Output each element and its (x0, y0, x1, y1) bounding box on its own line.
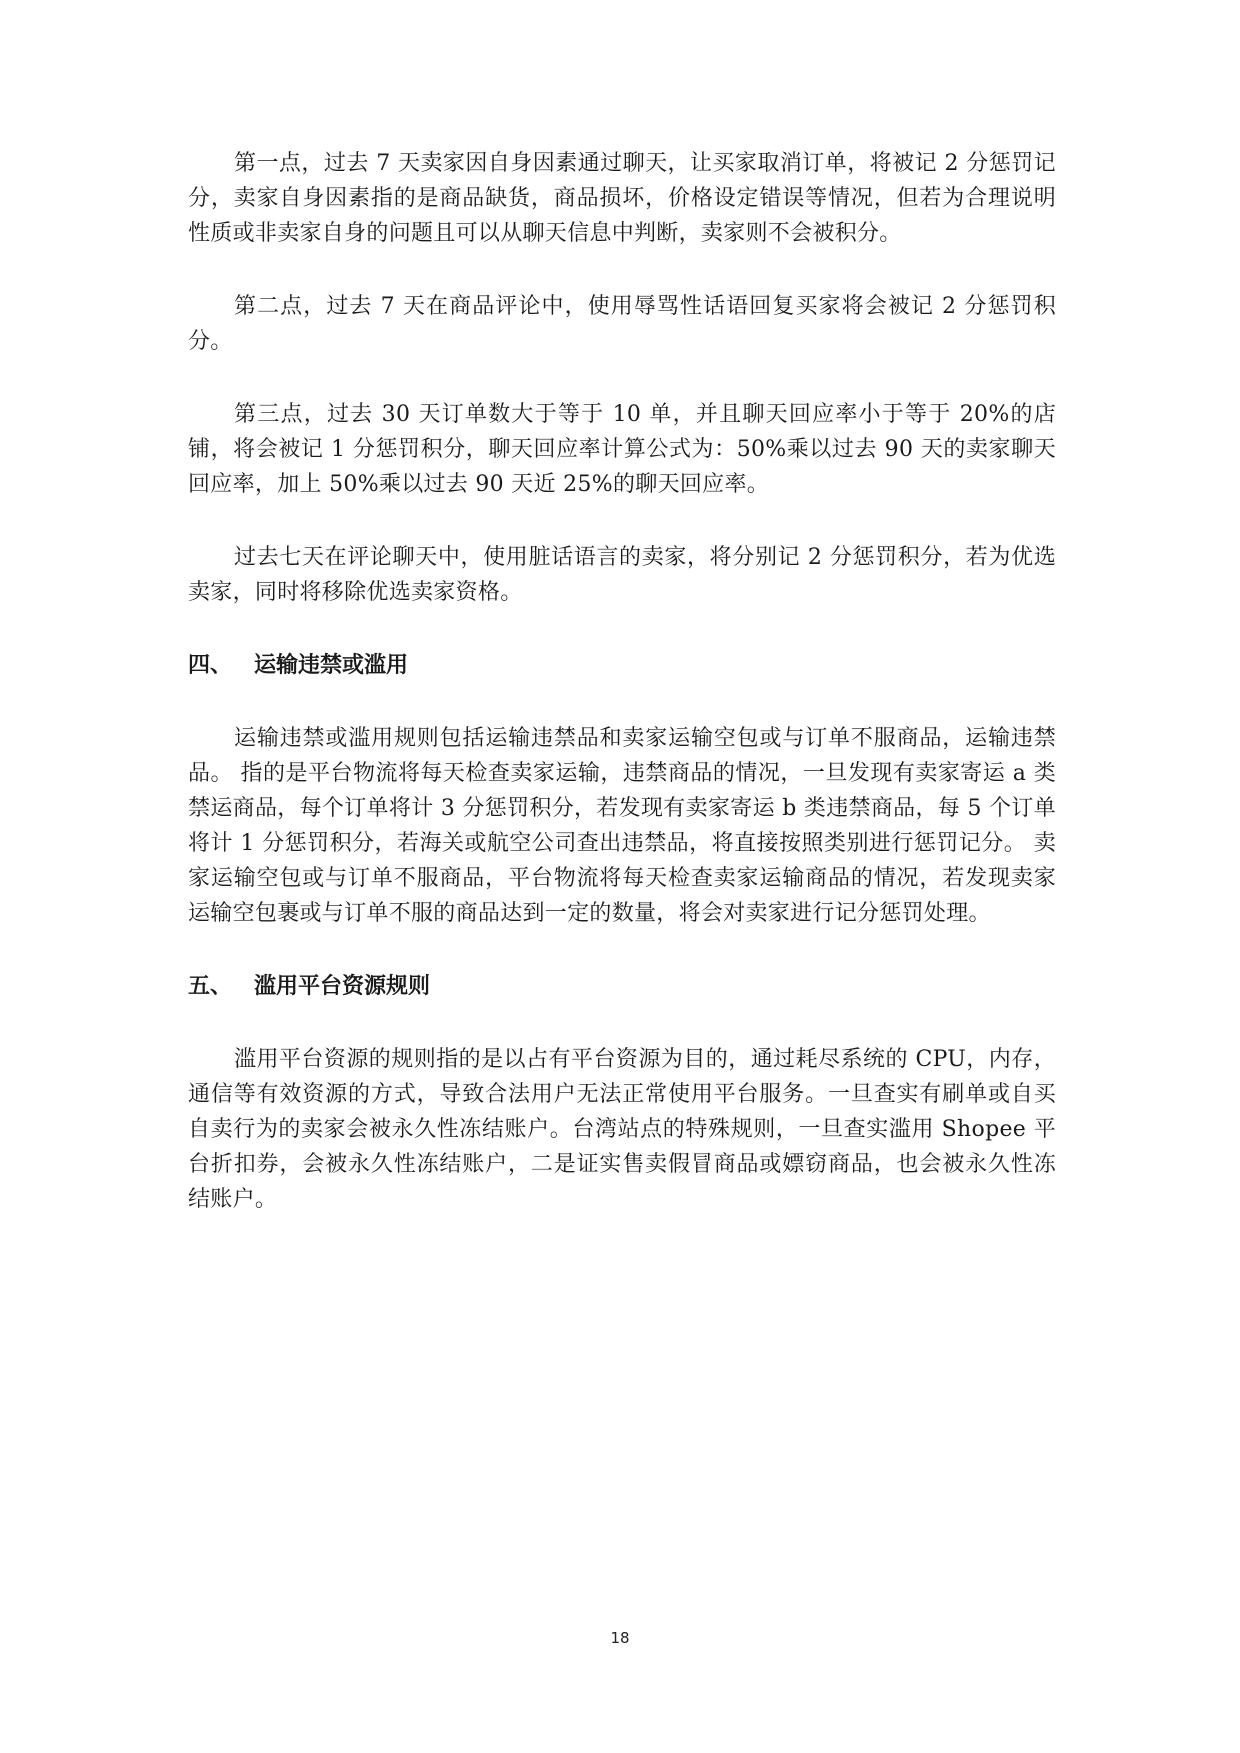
section-title-4: 运输违禁或滥用 (254, 653, 409, 678)
paragraph-point-2: 第二点，过去 7 天在商品评论中，使用辱骂性话语回复买家将会被记 2 分惩罚积分。 (188, 294, 1056, 354)
section-heading-5 (188, 969, 1056, 1004)
section-number-5: 五、 (188, 974, 233, 999)
paragraph-point-1: 第一点，过去 7 天卖家因自身因素通过聊天，让买家取消订单，将被记 2 分惩罚记分，卖家自身因素指的是商品缺货，商品损坏，价格设定错误等情况，但若为合理说明性质或非卖家自身的问题且可以从聊天信息中判断，卖家则不会被积分。 (188, 151, 1056, 246)
section-number-4: 四、 (188, 653, 233, 678)
section-body-4: 运输违禁或滥用规则包括运输违禁品和卖家运输空包或与订单不服商品，运输违禁品。 指的是平台物流将每天检查卖家运输，违禁商品的情况，一旦发现有卖家寄运 a 类禁运商品，每个订单将计 3 分惩罚积分，若发现有卖家寄运 b 类违禁商品，每 5 个订单将计 1 分惩罚积分，若海关或航空公司查出违禁品，将直接按照类别进行惩罚记分。 卖家运输空包或与订单不服商品，平台物流将每天检查卖家运输商品的情况，若发现卖家运输空包裹或与订单不服的商品达到一定的数量，将会对卖家进行记分惩罚处理。 (188, 726, 1056, 926)
section-title-5: 滥用平台资源规则 (254, 974, 431, 999)
section-heading-4 (188, 648, 1056, 683)
page-number: 18 (610, 1629, 630, 1647)
paragraph-point-3: 第三点，过去 30 天订单数大于等于 10 单，并且聊天回应率小于等于 20%的店铺，将会被记 1 分惩罚积分，聊天回应率计算公式为：50%乘以过去 90 天的卖家聊天回应率，加上 50%乘以过去 90 天近 25%的聊天回应率。 (188, 402, 1056, 497)
section-body-5: 滥用平台资源的规则指的是以占有平台资源为目的，通过耗尽系统的 CPU，内存，通信等有效资源的方式，导致合法用户无法正常使用平台服务。一旦查实有刷单或自买自卖行为的卖家会被永久性冻结账户。台湾站点的特殊规则，一旦查实滥用 Shopee 平台折扣券，会被永久性冻结账户，二是证实售卖假冒商品或嫖窃商品，也会被永久性冻结账户。 (188, 1047, 1056, 1212)
paragraph-profanity-rule: 过去七天在评论聊天中，使用脏话语言的卖家，将分别记 2 分惩罚积分，若为优选卖家，同时将移除优选卖家资格。 (188, 545, 1056, 605)
page-content (188, 146, 1056, 1217)
